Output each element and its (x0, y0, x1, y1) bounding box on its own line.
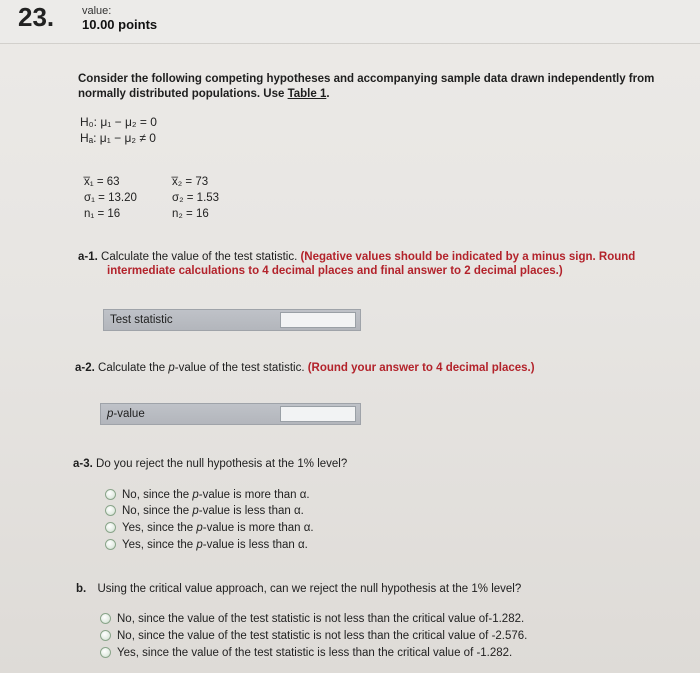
question-header (0, 0, 700, 44)
option-text: -value is less than α. (202, 539, 308, 551)
a2-text-post: -value of the test statistic. (174, 362, 308, 374)
sample1-sigma: σ₁ = 13.20 (84, 192, 137, 204)
radio-button[interactable] (105, 505, 116, 516)
radio-button[interactable] (100, 613, 111, 624)
option-text: Yes, since the (122, 522, 197, 534)
value-label: value: (82, 5, 112, 17)
a3-text: Do you reject the null hypothesis at the 1% level? (96, 458, 348, 470)
sample2-mean: x̅₂ = 73 (172, 176, 209, 188)
sample1-n: n₁ = 16 (84, 208, 121, 220)
a3-option-1[interactable] (105, 488, 310, 504)
test-statistic-label: Test statistic (110, 314, 173, 326)
p-value-label-italic: p (107, 408, 114, 420)
radio-button[interactable] (105, 489, 116, 500)
test-statistic-input[interactable] (280, 312, 356, 328)
option-p: p (192, 489, 199, 501)
a1-label: a-1. (78, 251, 98, 263)
alternative-hypothesis: Hₐ: μ₁ − μ₂ ≠ 0 (80, 131, 156, 145)
a1-note-line1: (Negative values should be indicated by a minus sign. Round (300, 251, 636, 263)
b-option-1[interactable] (100, 612, 524, 628)
a1-text: Calculate the value of the test statistic. (101, 251, 301, 263)
a2-text-italic: p (168, 362, 175, 374)
points-value: 10.00 points (82, 17, 158, 32)
intro-suffix: . (326, 88, 330, 100)
question-a1 (78, 250, 688, 265)
intro-text: Consider the following competing hypotheses and accompanying sample data drawn independently from normally distributed populations. Use (78, 73, 655, 100)
sample2-n: n₂ = 16 (172, 208, 209, 220)
option-text: Yes, since the value of the test statistic is less than the critical value of -1.282. (117, 647, 513, 659)
p-value-label-text: -value (113, 408, 145, 420)
b-option-3[interactable] (100, 646, 512, 662)
option-text: -value is more than α. (198, 489, 310, 501)
a3-option-3[interactable] (105, 521, 314, 537)
option-text: No, since the value of the test statistic is not less than the critical value of -2.576. (117, 630, 528, 642)
option-p: p (196, 539, 203, 551)
question-intro (78, 72, 678, 102)
p-value-row (100, 403, 361, 425)
a2-text-pre: Calculate the (98, 362, 169, 374)
radio-button[interactable] (105, 539, 116, 550)
test-statistic-row (103, 309, 361, 331)
radio-button[interactable] (100, 630, 111, 641)
a2-note: (Round your answer to 4 decimal places.) (307, 362, 535, 374)
b-option-2[interactable] (100, 629, 527, 645)
a3-option-4[interactable] (105, 538, 308, 554)
option-text: -value is less than α. (198, 505, 304, 517)
p-value-label (107, 408, 145, 420)
option-p: p (192, 505, 199, 517)
null-hypothesis: H₀: μ₁ − μ₂ = 0 (80, 115, 157, 129)
a3-label: a-3. (73, 458, 93, 470)
option-text: -value is more than α. (202, 522, 314, 534)
b-text: Using the critical value approach, can we reject the null hypothesis at the 1% level? (97, 583, 522, 595)
radio-button[interactable] (100, 647, 111, 658)
question-a3 (73, 457, 683, 472)
radio-button[interactable] (105, 522, 116, 533)
a2-label: a-2. (75, 362, 95, 374)
option-text: No, since the value of the test statistic is not less than the critical value of-1.282. (117, 613, 525, 625)
a1-note-line2: intermediate calculations to 4 decimal places and final answer to 2 decimal places.) (107, 265, 563, 277)
option-text: No, since the (122, 505, 193, 517)
p-value-input[interactable] (280, 406, 356, 422)
a3-option-2[interactable] (105, 504, 304, 520)
sample2-sigma: σ₂ = 1.53 (172, 192, 220, 204)
question-number: 23. (18, 2, 55, 32)
question-b (76, 582, 686, 597)
question-a2 (75, 361, 685, 376)
b-label: b. (76, 583, 87, 595)
table-1-link[interactable]: Table 1 (287, 88, 327, 100)
option-text: Yes, since the (122, 539, 197, 551)
sample1-mean: x̅₁ = 63 (84, 176, 120, 188)
option-p: p (196, 522, 203, 534)
option-text: No, since the (122, 489, 193, 501)
